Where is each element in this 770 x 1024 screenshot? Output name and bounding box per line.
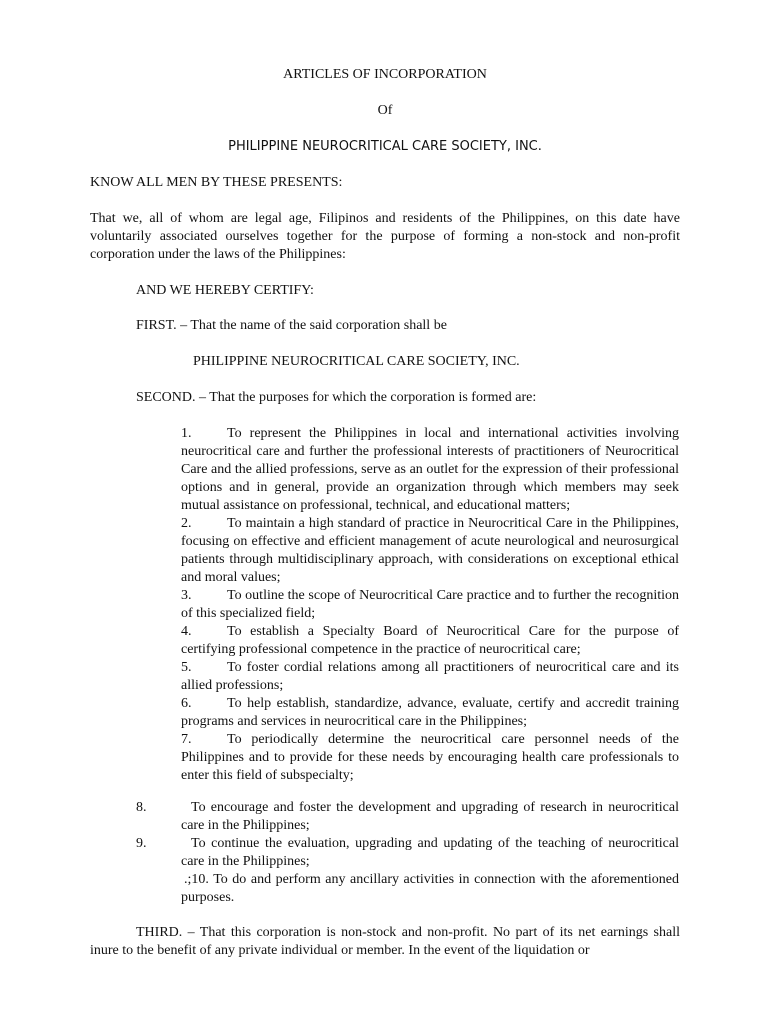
purpose-text: To outline the scope of Neurocritical Care practice and to further the recognition of this specialized field; (181, 588, 679, 621)
of-line: Of (377, 103, 393, 118)
third-article: THIRD. – That this corporation is non-stock and non-profit. No part of its net earnings shall inure to the benefit of any private individual or member. In the event of the liquidation or (90, 925, 680, 958)
purpose-number: 9. (136, 836, 147, 851)
purpose-item-5 (181, 659, 679, 695)
purpose-item-6 (181, 695, 679, 731)
purpose-item-8 (136, 799, 679, 835)
purpose-number: 8. (136, 800, 147, 815)
certify-line: AND WE HEREBY CERTIFY: (136, 283, 314, 298)
purpose-number: 3. (181, 588, 192, 603)
purpose-item-4 (181, 623, 679, 659)
purpose-text: To help establish, standardize, advance, evaluate, certify and accredit training programs and services in neurocritical care in the Philippines; (181, 696, 679, 729)
purpose-number: 4. (181, 624, 192, 639)
purpose-text: To establish a Specialty Board of Neurocritical Care for the purpose of certifying professional competence in the practice of neurocritical care; (181, 624, 679, 657)
intro-paragraph: That we, all of whom are legal age, Filipinos and residents of the Philippines, on this date have voluntarily associated ourselves together for the purpose of forming a non-stock and non-profit corporation under the laws of the Philippines: (90, 211, 680, 262)
purpose-text: To represent the Philippines in local and international activities involving neurocritical care and further the professional interests of practitioners of Neurocritical Care and the allied professions, serve as an outlet for the expression of their professional options and in general, provide an organization through which members may seek mutual assistance on professional, technical, and educational matters; (181, 426, 679, 513)
purpose-text: To maintain a high standard of practice in Neurocritical Care in the Philippines, focusing on effective and efficient management of acute neurological and neurosurgical patients through multidisciplinary approach, with considerations on exceptional ethical and moral values; (181, 516, 679, 585)
know-all-men-line: KNOW ALL MEN BY THESE PRESENTS: (90, 175, 343, 190)
purpose-number: 7. (181, 732, 192, 747)
purpose-item-3 (181, 587, 679, 623)
purpose-number: .;10. (184, 872, 209, 887)
purpose-text: To encourage and foster the development and upgrading of research in neurocritical care in the Philippines; (181, 800, 679, 833)
purpose-item-9 (136, 835, 679, 871)
purpose-item-7 (181, 731, 679, 785)
purpose-text: To foster cordial relations among all practitioners of neurocritical care and its allied professions; (181, 660, 679, 693)
purpose-number: 1. (181, 426, 192, 441)
purpose-number: 6. (181, 696, 192, 711)
first-article: FIRST. – That the name of the said corporation shall be (136, 318, 447, 333)
purpose-number: 5. (181, 660, 192, 675)
purpose-text: To do and perform any ancillary activities in connection with the aforementioned purposes. (181, 872, 679, 905)
purpose-text: To periodically determine the neurocritical care personnel needs of the Philippines and to provide for these needs by encouraging health care professionals to enter this field of subspecialty; (181, 732, 679, 783)
document-title: ARTICLES OF INCORPORATION (283, 67, 487, 82)
purposes-list (181, 425, 679, 785)
corporation-name-line: PHILIPPINE NEUROCRITICAL CARE SOCIETY, INC. (193, 354, 520, 369)
purpose-item-1 (181, 425, 679, 515)
second-article: SECOND. – That the purposes for which the corporation is formed are: (136, 390, 537, 405)
purpose-text: To continue the evaluation, upgrading and updating of the teaching of neurocritical care in the Philippines; (181, 836, 679, 869)
organization-name-heading: PHILIPPINE NEUROCRITICAL CARE SOCIETY, INC. (228, 139, 542, 154)
purpose-item-10 (181, 871, 679, 907)
purpose-item-2 (181, 515, 679, 587)
purpose-number: 2. (181, 516, 192, 531)
